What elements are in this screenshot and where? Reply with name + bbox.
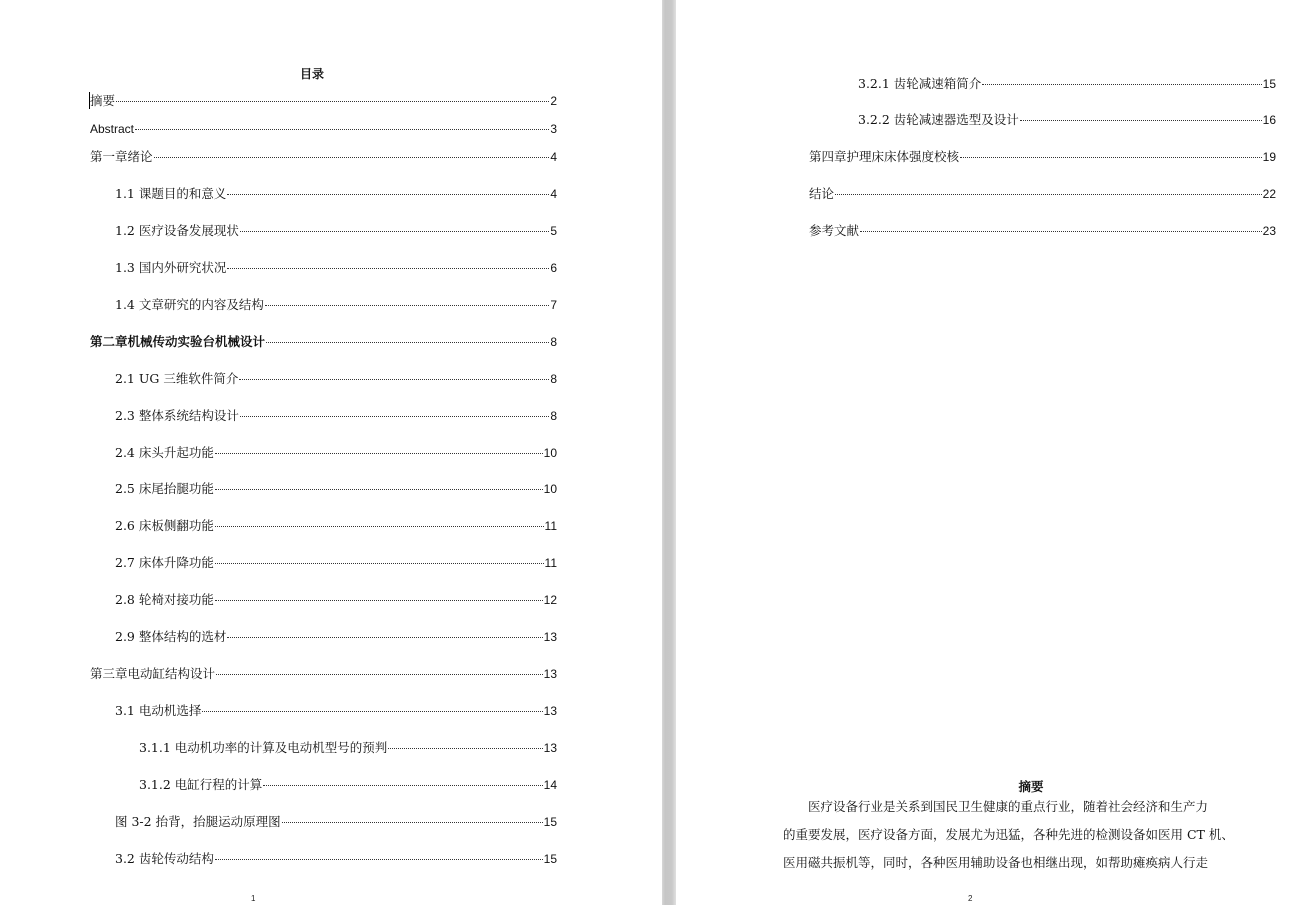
toc-entry-page: 13 bbox=[543, 741, 557, 755]
toc-entry-title: 1.2 医疗设备发展现状 bbox=[115, 223, 239, 238]
toc-entry-title: 第四章护理床床体强度校核 bbox=[809, 149, 960, 164]
toc-entry-title: 3.2.2 齿轮减速器选型及设计 bbox=[858, 112, 1019, 127]
toc-entry-page: 14 bbox=[543, 778, 557, 792]
toc-entry-page: 12 bbox=[543, 593, 557, 607]
toc-entry-title: 2.3 整体系统结构设计 bbox=[115, 408, 239, 423]
toc-entry-page: 13 bbox=[543, 667, 557, 681]
toc-entry-title: 3.1.2 电缸行程的计算 bbox=[139, 777, 263, 792]
page-gutter bbox=[662, 0, 676, 905]
abstract-line: 医疗设备行业是关系到国民卫生健康的重点行业，随着社会经济和生产力 bbox=[808, 799, 1209, 814]
toc-entry-title: 1.4 文章研究的内容及结构 bbox=[115, 297, 264, 312]
toc-leader bbox=[154, 157, 550, 158]
toc-entry-abstract-cn[interactable] bbox=[90, 93, 557, 109]
toc-entry-2-9[interactable] bbox=[115, 629, 557, 645]
toc-entry-page: 10 bbox=[543, 446, 557, 460]
toc-entry-title: 摘要 bbox=[90, 93, 116, 108]
toc-entry-page: 2 bbox=[550, 94, 557, 108]
toc-entry-page: 13 bbox=[543, 704, 557, 718]
toc-leader bbox=[860, 231, 1262, 232]
toc-entry-page: 8 bbox=[550, 409, 557, 423]
toc-entry-title: 1.3 国内外研究状况 bbox=[115, 260, 227, 275]
toc-entry-3-1[interactable] bbox=[115, 703, 557, 719]
toc-leader bbox=[835, 194, 1262, 195]
toc-entry-page: 8 bbox=[550, 335, 557, 349]
toc-entry-title: 2.6 床板侧翻功能 bbox=[115, 518, 214, 533]
abstract-line: 医用磁共振机等，同时，各种医用辅助设备也相继出现，如帮助瘫痪病人行走 bbox=[783, 855, 1209, 870]
toc-entry-2-8[interactable] bbox=[115, 592, 557, 608]
toc-entry-2-4[interactable] bbox=[115, 445, 557, 461]
toc-leader bbox=[282, 822, 543, 823]
toc-leader bbox=[227, 268, 549, 269]
toc-leader bbox=[215, 600, 543, 601]
abstract-heading: 摘要 bbox=[1018, 779, 1044, 794]
toc-entry-title: 第三章电动缸结构设计 bbox=[90, 666, 216, 681]
toc-entry-title: 第一章绪论 bbox=[90, 149, 153, 164]
toc-entry-conclusion[interactable] bbox=[809, 186, 1276, 202]
toc-entry-page: 22 bbox=[1262, 187, 1276, 201]
toc-leader bbox=[240, 416, 549, 417]
toc-leader bbox=[388, 748, 542, 749]
toc-leader bbox=[216, 674, 543, 675]
toc-entry-1-1[interactable] bbox=[115, 186, 557, 202]
toc-leader bbox=[215, 563, 544, 564]
toc-leader bbox=[982, 84, 1261, 85]
abstract-line: 的重要发展，医疗设备方面，发展尤为迅猛，各种先进的检测设备如医用 CT 机、 bbox=[783, 827, 1234, 842]
toc-leader bbox=[240, 231, 549, 232]
toc-leader bbox=[202, 711, 542, 712]
document-page-2 bbox=[676, 0, 1310, 905]
toc-entry-3-2-2[interactable] bbox=[858, 112, 1276, 128]
toc-entry-1-2[interactable] bbox=[115, 223, 557, 239]
toc-entry-page: 4 bbox=[550, 187, 557, 201]
toc-entry-title: 1.1 课题目的和意义 bbox=[115, 186, 227, 201]
toc-title: 目录 bbox=[299, 67, 324, 81]
toc-entry-page: 13 bbox=[543, 630, 557, 644]
toc-entry-title: 2.4 床头升起功能 bbox=[115, 445, 214, 460]
toc-entry-page: 4 bbox=[550, 150, 557, 164]
toc-entry-page: 10 bbox=[543, 482, 557, 496]
toc-entry-title: 3.1.1 电动机功率的计算及电动机型号的预判 bbox=[139, 740, 388, 755]
toc-entry-page: 15 bbox=[543, 852, 557, 866]
toc-leader bbox=[266, 342, 549, 343]
toc-entry-page: 3 bbox=[550, 122, 557, 136]
toc-entry-page: 7 bbox=[550, 298, 557, 312]
toc-entry-title: 2.7 床体升降功能 bbox=[115, 555, 214, 570]
toc-entry-figure-3-2[interactable] bbox=[115, 814, 557, 830]
toc-leader bbox=[239, 379, 549, 380]
toc-entry-page: 6 bbox=[550, 261, 557, 275]
toc-entry-title: 参考文献 bbox=[809, 223, 860, 238]
toc-entry-abstract-en[interactable] bbox=[90, 121, 557, 137]
toc-entry-title: 2.1 UG 三维软件简介 bbox=[115, 371, 239, 386]
toc-entry-page: 19 bbox=[1262, 150, 1276, 164]
toc-leader bbox=[227, 637, 542, 638]
toc-entry-chapter-3[interactable] bbox=[90, 666, 557, 682]
toc-leader bbox=[215, 859, 543, 860]
toc-entry-page: 15 bbox=[1262, 77, 1276, 91]
toc-entry-title: 图 3-2 抬背，抬腿运动原理图 bbox=[115, 814, 281, 829]
toc-entry-2-7[interactable] bbox=[115, 555, 557, 571]
toc-leader bbox=[135, 129, 549, 130]
toc-leader bbox=[215, 453, 543, 454]
toc-entry-page: 23 bbox=[1262, 224, 1276, 238]
toc-entry-2-1[interactable] bbox=[115, 371, 557, 387]
toc-entry-2-3[interactable] bbox=[115, 408, 557, 424]
toc-entry-title: 2.5 床尾抬腿功能 bbox=[115, 481, 214, 496]
toc-leader bbox=[265, 305, 549, 306]
toc-entry-page: 16 bbox=[1262, 113, 1276, 127]
toc-entry-page: 15 bbox=[543, 815, 557, 829]
toc-entry-chapter-4[interactable] bbox=[809, 149, 1276, 165]
toc-entry-chapter-2[interactable] bbox=[90, 334, 557, 350]
toc-entry-3-2[interactable] bbox=[115, 851, 557, 867]
toc-entry-references[interactable] bbox=[809, 223, 1276, 239]
toc-entry-title: 3.2 齿轮传动结构 bbox=[115, 851, 214, 866]
toc-entry-3-1-2[interactable] bbox=[139, 777, 557, 793]
toc-entry-2-6[interactable] bbox=[115, 518, 557, 534]
toc-entry-page: 5 bbox=[550, 224, 557, 238]
toc-leader bbox=[116, 101, 549, 102]
toc-entry-page: 11 bbox=[544, 556, 557, 570]
toc-entry-title: Abstract bbox=[90, 122, 135, 136]
toc-leader bbox=[227, 194, 549, 195]
toc-entry-page: 11 bbox=[544, 519, 557, 533]
toc-entry-title: 第二章机械传动实验台机械设计 bbox=[90, 334, 266, 349]
toc-entry-title: 3.2.1 齿轮减速箱简介 bbox=[858, 76, 982, 91]
page-number-footer: 2 bbox=[968, 894, 973, 903]
toc-leader bbox=[215, 526, 544, 527]
toc-entry-1-3[interactable] bbox=[115, 260, 557, 276]
toc-entry-3-2-1[interactable] bbox=[858, 76, 1276, 92]
toc-entry-title: 3.1 电动机选择 bbox=[115, 703, 202, 718]
toc-leader bbox=[263, 785, 542, 786]
toc-leader bbox=[960, 157, 1262, 158]
toc-entry-title: 2.9 整体结构的选材 bbox=[115, 629, 227, 644]
toc-leader bbox=[215, 489, 543, 490]
toc-entry-title: 结论 bbox=[809, 186, 835, 201]
page-number-footer: 1 bbox=[251, 894, 256, 903]
toc-leader bbox=[1020, 120, 1262, 121]
toc-entry-title: 2.8 轮椅对接功能 bbox=[115, 592, 214, 607]
toc-entry-2-5[interactable] bbox=[115, 481, 557, 497]
toc-entry-3-1-1[interactable] bbox=[139, 740, 557, 756]
toc-entry-1-4[interactable] bbox=[115, 297, 557, 313]
toc-entry-chapter-1[interactable] bbox=[90, 149, 557, 165]
toc-entry-page: 8 bbox=[550, 372, 557, 386]
